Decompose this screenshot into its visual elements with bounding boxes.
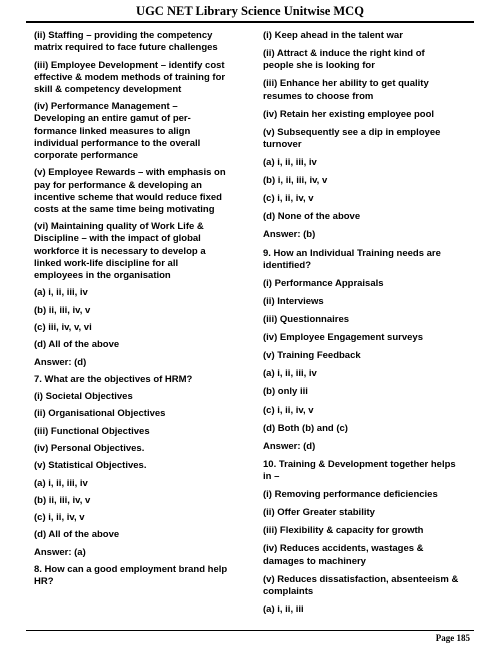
text-line: formance linked measures to align xyxy=(34,125,191,137)
text-block xyxy=(263,489,483,501)
text-line: (vi) Maintaining quality of Work Life & xyxy=(34,221,204,233)
left-column xyxy=(34,30,250,594)
text-block xyxy=(263,175,483,187)
text-line: (iv) Personal Objectives. xyxy=(34,443,145,454)
text-line: (iii) Questionnaires xyxy=(263,314,350,326)
text-block xyxy=(34,512,250,524)
text-line: (a) i, ii, iii, iv xyxy=(263,157,317,169)
text-block xyxy=(34,339,250,351)
text-line: Answer: (d) xyxy=(263,440,316,452)
text-block xyxy=(34,426,250,438)
text-line: (v) Training Feedback xyxy=(263,350,361,362)
text-line: (b) only iii xyxy=(263,386,308,398)
text-block xyxy=(34,305,250,317)
text-line: (ii) Organisational Objectives xyxy=(34,408,166,420)
text-line: (b) i, ii, iii, iv, v xyxy=(263,175,328,187)
text-line: pay for performance & developing an xyxy=(34,179,202,191)
text-block xyxy=(263,314,483,326)
text-line: (ii) Staffing – providing the competency xyxy=(34,30,213,41)
page-header-title: UGC NET Library Science Unitwise MCQ xyxy=(136,4,364,18)
text-block xyxy=(263,211,483,223)
text-line: workforce it is necessary to develop a xyxy=(34,245,206,257)
text-block xyxy=(263,525,483,537)
text-block xyxy=(34,460,250,472)
text-block xyxy=(263,229,483,241)
text-block xyxy=(263,332,483,344)
text-block xyxy=(34,478,250,490)
text-line: 9. How an Individual Training needs are xyxy=(263,247,441,259)
right-column xyxy=(263,30,483,622)
text-line: (i) Removing performance deficiencies xyxy=(263,489,438,501)
text-line: (v) Employee Rewards – with emphasis on xyxy=(34,167,226,179)
text-line: 8. How can a good employment brand help xyxy=(34,564,228,576)
text-block xyxy=(34,322,250,334)
text-line: (iv) Performance Management – xyxy=(34,101,178,113)
text-block xyxy=(263,386,483,398)
text-block xyxy=(263,405,483,417)
text-line: (d) Both (b) and (c) xyxy=(263,422,348,434)
text-line: (c) i, ii, iv, v xyxy=(263,193,314,205)
text-block xyxy=(263,30,483,42)
text-line: (v) Reduces dissatisfaction, absenteeism & xyxy=(263,573,459,585)
text-line: (ii) Offer Greater stability xyxy=(263,507,375,519)
text-line: (a) i, ii, iii, iv xyxy=(34,477,88,489)
text-block xyxy=(263,441,483,453)
text-line: (ii) Attract & induce the right kind of xyxy=(263,48,425,60)
text-line: corporate performance xyxy=(34,150,139,162)
text-line: (b) ii, iii, iv, v xyxy=(34,494,91,506)
text-line: (a) i, ii, iii, iv xyxy=(263,368,317,380)
text-line: linked work-life discipline for all xyxy=(34,257,179,269)
page-number: Page 185 xyxy=(435,633,470,643)
text-line: (a) i, ii, iii, iv xyxy=(34,287,88,299)
text-block xyxy=(34,221,250,282)
text-line: skill & competency development xyxy=(34,83,182,95)
text-line: (iii) Employee Development – identify cost xyxy=(34,59,225,71)
text-block xyxy=(263,278,483,290)
text-line: (i) Societal Objectives xyxy=(34,391,133,403)
text-line: (a) i, ii, iii xyxy=(263,603,304,615)
text-line: (i) Performance Appraisals xyxy=(263,277,384,289)
text-line: (iii) Functional Objectives xyxy=(34,425,150,437)
text-line: Discipline – with the impact of global xyxy=(34,233,201,245)
text-line: identified? xyxy=(263,259,312,271)
text-line: complaints xyxy=(263,585,314,597)
text-block xyxy=(34,391,250,403)
text-line: (d) All of the above xyxy=(34,529,120,541)
text-line: (iii) Flexibility & capacity for growth xyxy=(263,525,424,537)
text-line: Developing an entire gamut of per- xyxy=(34,113,191,125)
text-line: 7. What are the objectives of HRM? xyxy=(34,373,193,385)
text-line: (iv) Employee Engagement surveys xyxy=(263,332,423,344)
text-block xyxy=(34,357,250,369)
text-line: (ii) Interviews xyxy=(263,295,324,307)
text-line: costs at the same time being motivating xyxy=(34,203,215,215)
text-line: individual performance to the overall xyxy=(34,137,201,149)
text-block xyxy=(34,408,250,420)
header-rule xyxy=(26,21,474,23)
text-line: resumes to choose from xyxy=(263,90,374,102)
text-line: employees in the organisation xyxy=(34,270,171,282)
text-block xyxy=(34,167,250,216)
footer-rule xyxy=(26,630,474,631)
text-line: in – xyxy=(263,470,280,482)
text-line: turnover xyxy=(263,138,302,150)
text-block xyxy=(263,48,483,72)
text-line: Answer: (d) xyxy=(34,356,87,368)
text-block xyxy=(263,127,483,151)
text-block xyxy=(34,529,250,541)
text-block xyxy=(263,459,483,483)
text-line: effective & modem methods of training for xyxy=(34,71,226,83)
text-line: (v) Subsequently see a dip in employee xyxy=(263,126,441,138)
text-line: Answer: (b) xyxy=(263,229,316,241)
text-line: matrix required to face future challenges xyxy=(34,42,218,54)
text-line: (c) i, ii, iv, v xyxy=(34,512,85,524)
text-block xyxy=(34,443,250,455)
text-block xyxy=(263,78,483,102)
text-line: (iii) Enhance her ability to get quality xyxy=(263,78,429,90)
text-line: people she is looking for xyxy=(263,60,375,72)
text-block xyxy=(34,101,250,162)
text-line: (i) Keep ahead in the talent war xyxy=(263,30,403,41)
text-line: 10. Training & Development together helps xyxy=(263,458,456,470)
text-line: (c) i, ii, iv, v xyxy=(263,404,314,416)
text-block xyxy=(263,109,483,121)
text-line: (v) Statistical Objectives. xyxy=(34,460,147,472)
text-block xyxy=(34,495,250,507)
text-line: incentive scheme that would reduce fixed xyxy=(34,191,222,203)
text-block xyxy=(34,547,250,559)
text-line: Answer: (a) xyxy=(34,546,86,558)
text-line: (b) ii, iii, iv, v xyxy=(34,304,91,316)
text-line: (iv) Retain her existing employee pool xyxy=(263,108,435,120)
text-block xyxy=(263,296,483,308)
text-block xyxy=(34,374,250,386)
text-line: (iv) Reduces accidents, wastages & xyxy=(263,543,424,555)
text-block xyxy=(263,574,483,598)
text-line: HR? xyxy=(34,576,54,588)
text-block xyxy=(263,248,483,272)
text-block xyxy=(34,564,250,588)
text-block xyxy=(263,604,483,616)
text-block xyxy=(34,287,250,299)
text-line: (d) None of the above xyxy=(263,211,361,223)
text-block xyxy=(263,368,483,380)
text-block xyxy=(263,423,483,435)
text-block xyxy=(34,30,250,54)
text-line: (d) All of the above xyxy=(34,339,120,351)
text-block xyxy=(263,157,483,169)
text-block xyxy=(263,507,483,519)
text-block xyxy=(34,60,250,97)
text-line: (c) iii, iv, v, vi xyxy=(34,321,92,333)
text-block xyxy=(263,350,483,362)
text-line: damages to machinery xyxy=(263,555,366,567)
text-block xyxy=(263,543,483,567)
text-block xyxy=(263,193,483,205)
